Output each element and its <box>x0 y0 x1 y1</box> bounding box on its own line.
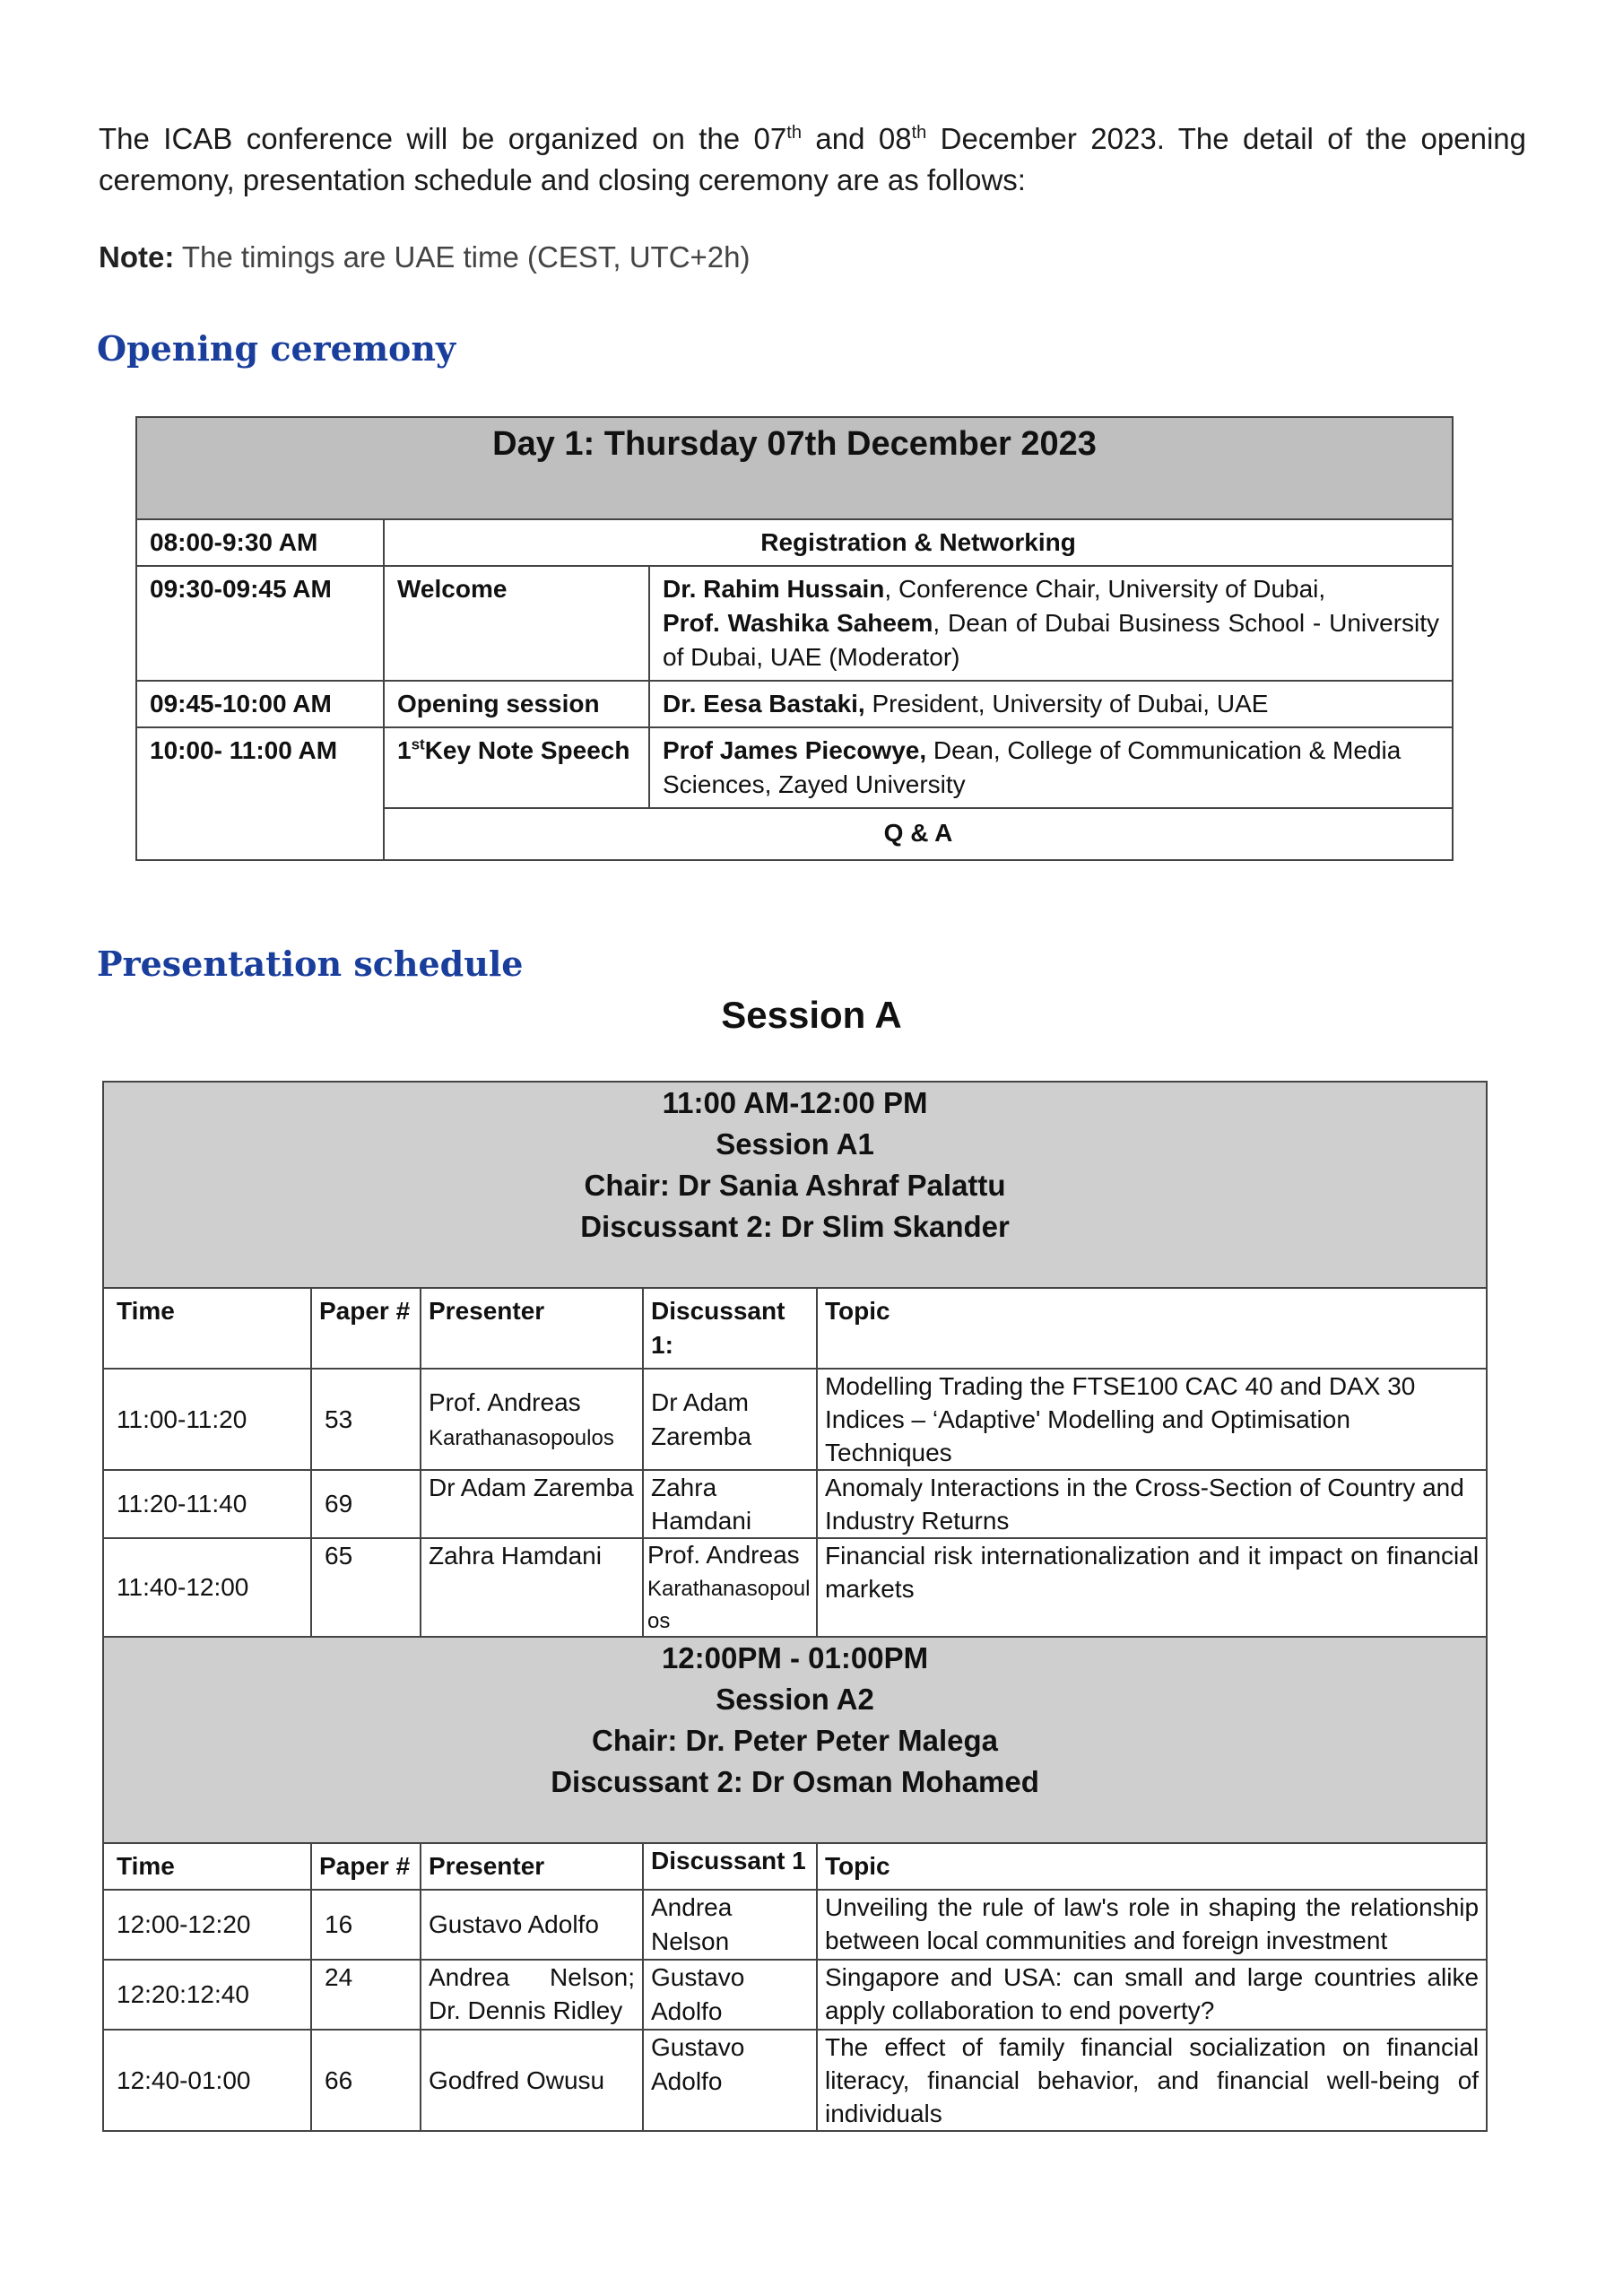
session-a-table <box>102 1081 1488 2132</box>
table-row: 11:20-11:40 69 Dr Adam Zaremba Zahra Hamdani Anomaly Interactions in the Cross-Section of Country and Industry Returns <box>103 1470 1487 1538</box>
table-row: 11:40-12:00 65 Zahra Hamdani Prof. Andreas Karathanasopoulos Financial risk internationalization and it impact on financial markets <box>103 1538 1487 1637</box>
session-a2-header: 12:00PM - 01:00PM Session A2 Chair: Dr. Peter Peter Malega Discussant 2: Dr Osman Mohamed <box>103 1637 1487 1843</box>
table-row: 09:30-09:45 AM Welcome Dr. Rahim Hussain, Conference Chair, University of Dubai, Prof. Washika Saheem, Dean of Dubai Business School - University of Dubai, UAE (Moderator) <box>136 566 1453 681</box>
presentation-schedule-heading: Presentation schedule <box>97 944 524 984</box>
table-row: 09:45-10:00 AM Opening session Dr. Eesa Bastaki, President, University of Dubai, UAE <box>136 681 1453 727</box>
opening-ceremony-table <box>135 416 1454 861</box>
table-row: 12:40-01:00 66 Godfred Owusu Gustavo Adolfo The effect of family financial socialization on financial literacy, financial behavior, and financial well-being of individuals <box>103 2030 1487 2131</box>
table-row: Q & A <box>136 808 1453 860</box>
table-row: 12:20:12:40 24 Andrea Nelson; Dr. Dennis Ridley Gustavo Adolfo Singapore and USA: can small and large countries alike apply collaboration to end poverty? <box>103 1960 1487 2030</box>
opening-ceremony-heading: Opening ceremony <box>97 328 456 369</box>
day-title: Day 1: Thursday 07th December 2023 <box>136 417 1453 519</box>
table-row: 08:00-9:30 AM Registration & Networking <box>136 519 1453 566</box>
session-title: Session A <box>721 994 902 1036</box>
column-headers: Time Paper # Presenter Discussant 1: Topic <box>103 1288 1487 1369</box>
timezone-note: Note: The timings are UAE time (CEST, UTC+2h) <box>99 240 751 274</box>
table-row: 10:00- 11:00 AM 1stKey Note Speech Prof James Piecowye, Dean, College of Communication & Media Sciences, Zayed University <box>136 727 1453 808</box>
intro-paragraph: The ICAB conference will be organized on the 07th and 08th December 2023. The detail of the opening ceremony, presentation schedule and closing ceremony are as follows: <box>99 122 1526 196</box>
column-headers: Time Paper # Presenter Discussant 1 Topic <box>103 1843 1487 1890</box>
table-row: 11:00-11:20 53 Prof. Andreas Karathanasopoulos Dr Adam Zaremba Modelling Trading the FTSE100 CAC 40 and DAX 30 Indices – ‘Adaptive' Modelling and Optimisation Techniques <box>103 1369 1487 1470</box>
table-row: 12:00-12:20 16 Gustavo Adolfo Andrea Nelson Unveiling the rule of law's role in shaping the relationship between local communities and foreign investment <box>103 1890 1487 1960</box>
session-a1-header: 11:00 AM-12:00 PM Session A1 Chair: Dr Sania Ashraf Palattu Discussant 2: Dr Slim Skander <box>103 1082 1487 1288</box>
